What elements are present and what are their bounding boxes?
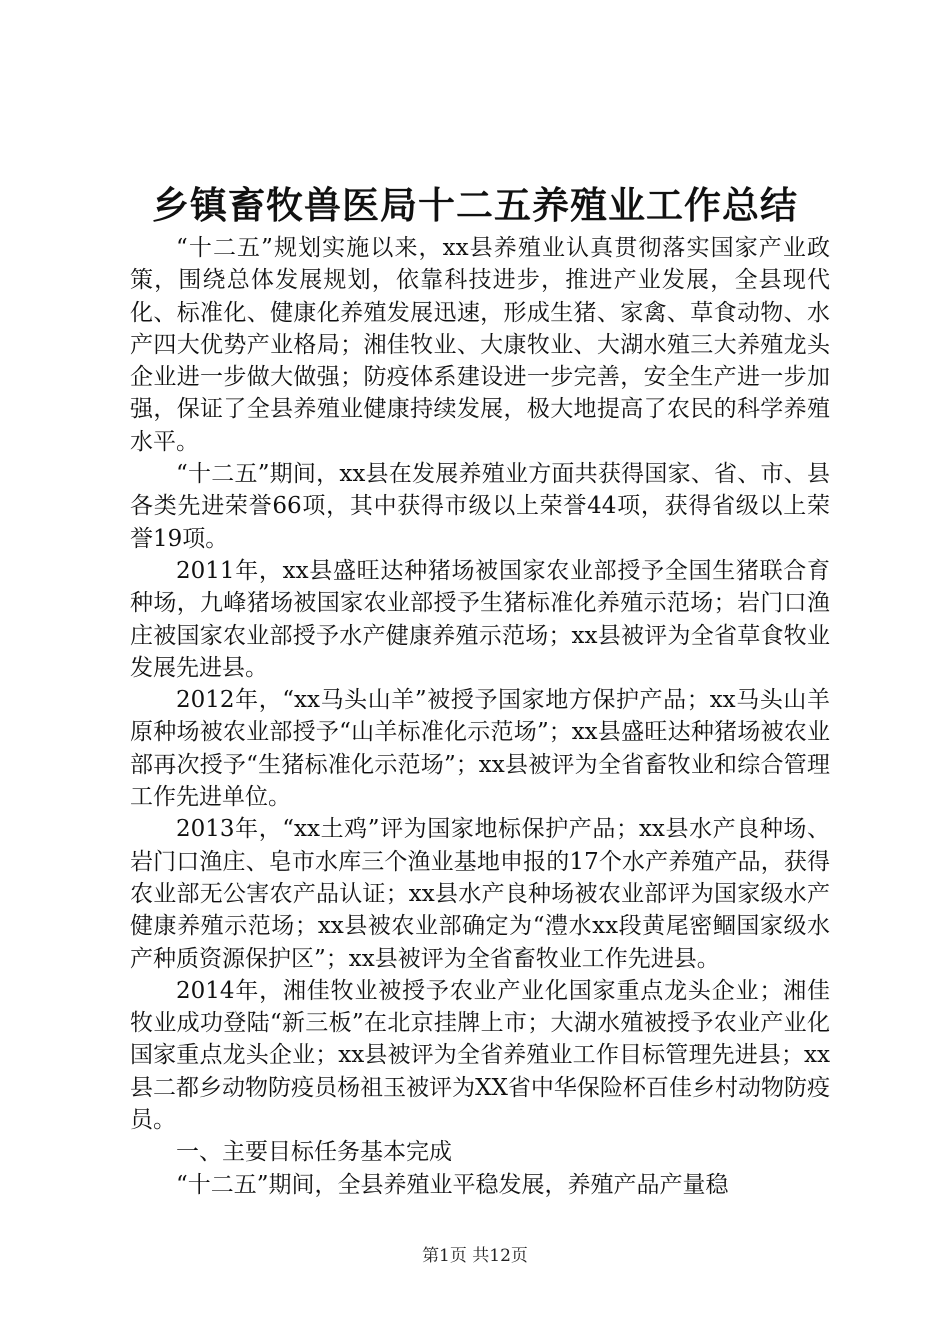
paragraph-2014: 2014年，湘佳牧业被授予农业产业化国家重点龙头企业；湘佳牧业成功登陆“新三板”在北京挂牌上市；大湖水殖被授予农业产业化国家重点龙头企业；xx县被评为全省养殖业工作目标管理先进县；xx县二都乡动物防疫员杨祖玉被评为XX省中华保险杯百佳乡村动物防疫员。 — [130, 977, 830, 1134]
page-number-footer: 第1页 共12页 — [422, 1246, 528, 1266]
document-title: 乡镇畜牧兽医局十二五养殖业工作总结 — [152, 183, 798, 227]
paragraph-2013: 2013年，“xx土鸡”评为国家地标保护产品；xx县水产良种场、岩门口渔庄、皂市水库三个渔业基地申报的17个水产养殖产品，获得农业部无公害农产品认证；xx县水产良种场被农业部评为国家级水产健康养殖示范场；xx县被农业部确定为“澧水xx段黄尾密鲴国家级水产种质资源保护区”；xx县被评为全省畜牧业工作先进县。 — [130, 816, 830, 972]
paragraph-2012: 2012年，“xx马头山羊”被授予国家地方保护产品；xx马头山羊原种场被农业部授予“山羊标准化示范场”；xx县盛旺达种猪场被农业部再次授予“生猪标准化示范场”；xx县被评为全省畜牧业和综合管理工作先进单位。 — [130, 687, 830, 811]
document-body — [130, 232, 830, 1201]
paragraph-intro: “十二五”规划实施以来，xx县养殖业认真贯彻落实国家产业政策，围绕总体发展规划，依靠科技进步，推进产业发展，全县现代化、标准化、健康化养殖发展迅速，形成生猪、家禽、草食动物、水产四大优势产业格局；湘佳牧业、大康牧业、大湖水殖三大养殖龙头企业进一步做大做强；防疫体系建设进一步完善，安全生产进一步加强，保证了全县养殖业健康持续发展，极大地提高了农民的科学养殖水平。 — [130, 235, 830, 455]
section-heading: 一、主要目标任务基本完成 — [176, 1139, 452, 1166]
paragraph-honors-summary: “十二五”期间，xx县在发展养殖业方面共获得国家、省、市、县各类先进荣誉66项，其中获得市级以上荣誉44项，获得省级以上荣誉19项。 — [130, 461, 830, 552]
paragraph-section-one-start: “十二五”期间，全县养殖业平稳发展，养殖产品产量稳 — [176, 1171, 729, 1198]
paragraph-2011: 2011年，xx县盛旺达种猪场被国家农业部授予全国生猪联合育种场，九峰猪场被国家农业部授予生猪标准化养殖示范场；岩门口渔庄被国家农业部授予水产健康养殖示范场；xx县被评为全省草食牧业发展先进县。 — [130, 557, 830, 681]
